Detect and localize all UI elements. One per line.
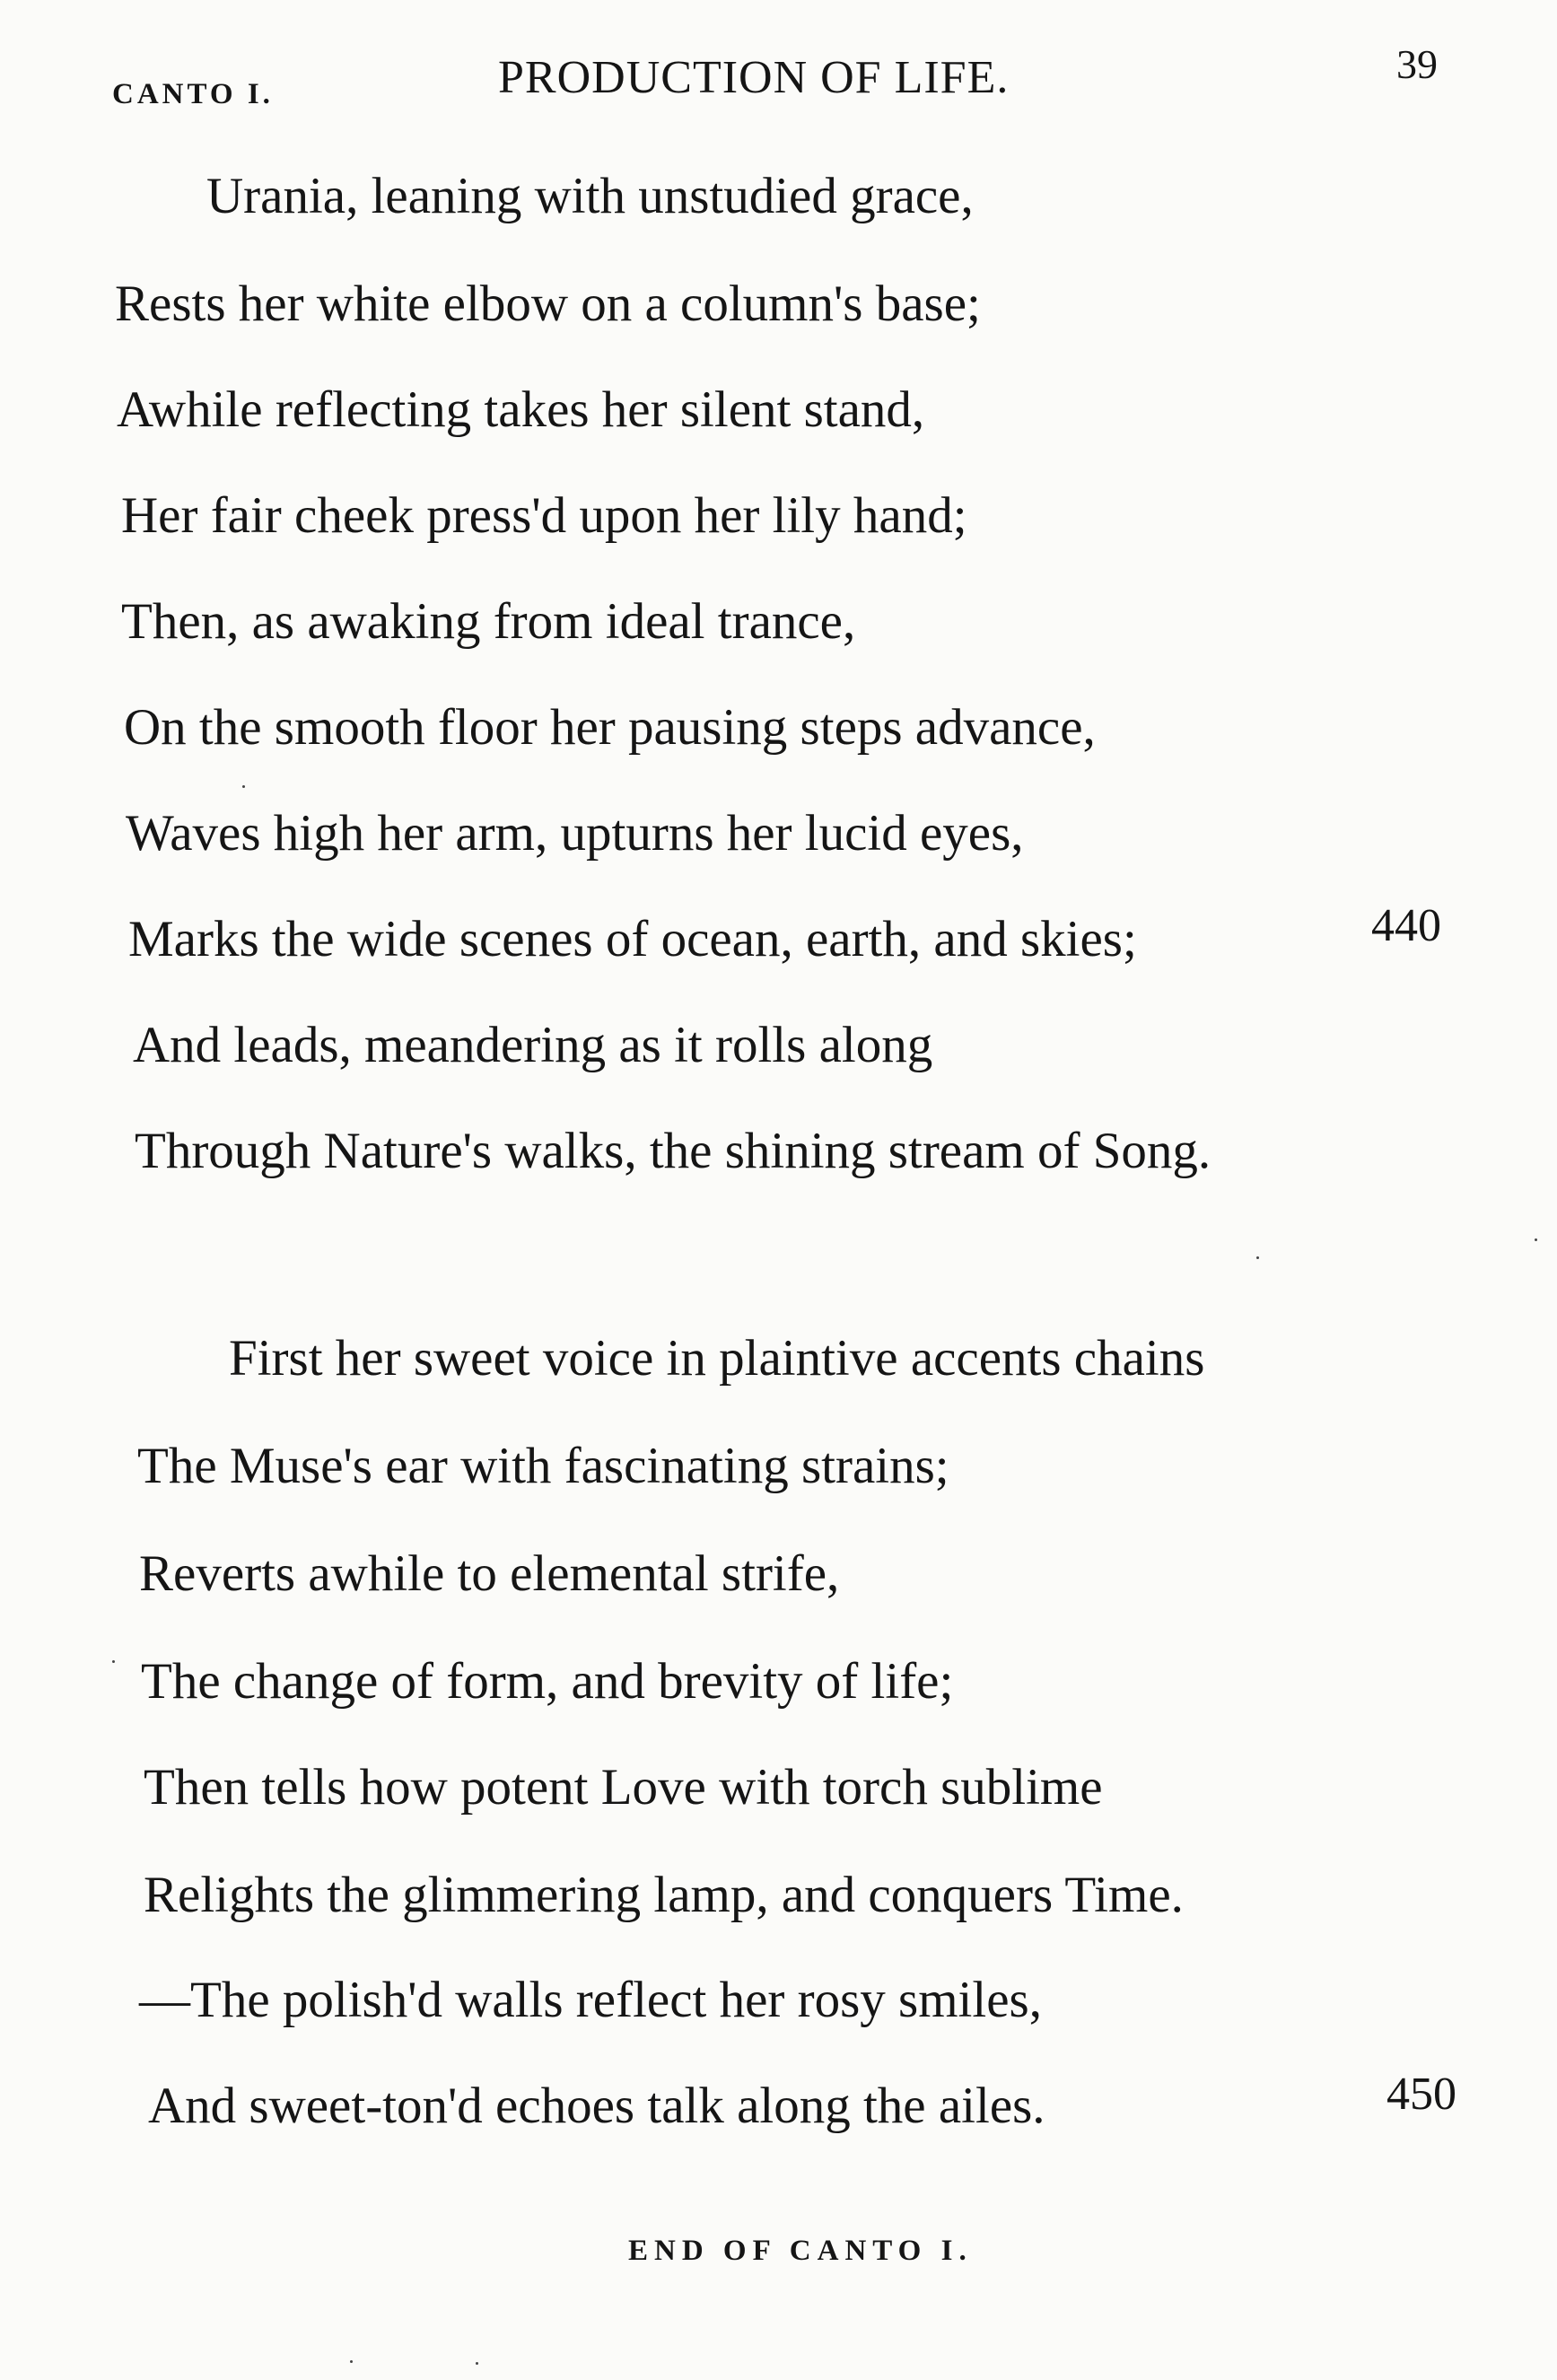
paper-speck (242, 785, 245, 788)
verse-line: Rests her white elbow on a column's base; (115, 276, 981, 332)
page-number: 39 (1396, 41, 1438, 87)
verse-line: On the smooth floor her pausing steps advance, (124, 699, 1096, 756)
paper-speck (476, 2362, 478, 2365)
paper-speck (112, 1660, 115, 1663)
verse-line: Then, as awaking from ideal trance, (121, 593, 856, 650)
verse-line: Waves high her arm, upturns her lucid eyes, (126, 805, 1024, 862)
verse-line: —The polish'd walls reflect her rosy smiles, (139, 1972, 1042, 2028)
line-number: 440 (1371, 900, 1441, 951)
verse-line: Awhile reflecting takes her silent stand, (117, 381, 925, 438)
running-title: PRODUCTION OF LIFE. (498, 52, 1010, 103)
verse-line: The Muse's ear with fascinating strains; (137, 1438, 949, 1494)
verse-line: Relights the glimmering lamp, and conquers Time. (144, 1867, 1184, 1923)
verse-line: Then tells how potent Love with torch sublime (144, 1759, 1103, 1816)
line-number: 450 (1386, 2069, 1456, 2120)
verse-line: Her fair cheek press'd upon her lily hand; (121, 487, 967, 544)
verse-line: Marks the wide scenes of ocean, earth, and skies; (128, 911, 1137, 967)
verse-line: Through Nature's walks, the shining stream of Song. (135, 1123, 1211, 1179)
paper-speck (1535, 1238, 1537, 1241)
verse-line: Urania, leaning with unstudied grace, (206, 168, 974, 224)
canto-label: CANTO I. (112, 78, 274, 110)
verse-line: Reverts awhile to elemental strife, (139, 1545, 840, 1602)
verse-line: And leads, meandering as it rolls along (133, 1017, 933, 1073)
verse-line: And sweet-ton'd echoes talk along the ailes. (148, 2078, 1045, 2134)
paper-speck (350, 2360, 353, 2363)
end-of-canto-mark: END OF CANTO I. (628, 2235, 973, 2267)
running-head (0, 40, 1557, 112)
verse-line: First her sweet voice in plaintive accents chains (229, 1330, 1205, 1387)
paper-speck (1256, 1256, 1259, 1259)
verse-line: The change of form, and brevity of life; (141, 1653, 954, 1710)
